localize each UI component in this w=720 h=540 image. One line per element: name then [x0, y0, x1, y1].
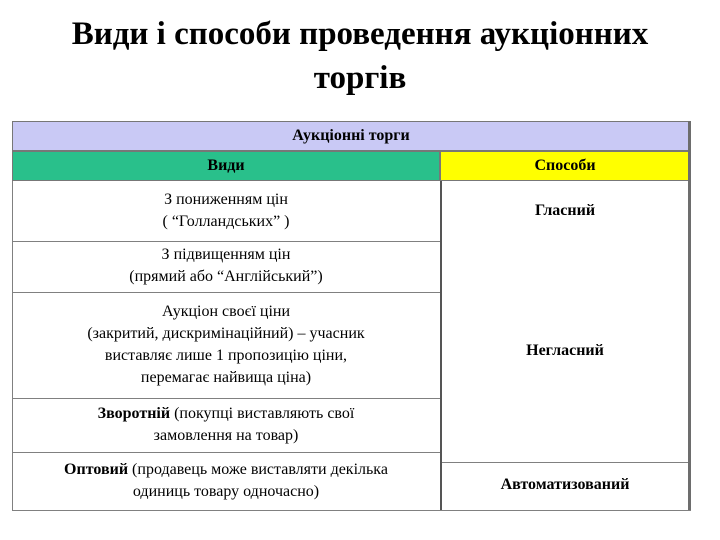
- method-automated: Автоматизований: [500, 476, 630, 493]
- divider-type-2: [12, 292, 440, 293]
- type-row-own-price: Аукціон своєї ціни (закритий, дискримінаційний) – учасник виставляє лише 1 пропозицію ціни, перемагає найвища ціна): [87, 303, 365, 386]
- type-row-wholesale: Оптовий (продавець може виставляти декілька одиниць товару одночасно): [64, 461, 388, 500]
- left-border: [12, 181, 13, 511]
- bottom-border: [12, 510, 691, 511]
- divider-type-1: [12, 241, 440, 242]
- type-row-dutch: З пониженням цін ( “Голландських” ): [162, 191, 290, 230]
- divider-type-4: [12, 452, 440, 453]
- title-line-1: Види і способи проведення аукціонних: [71, 16, 649, 52]
- type-row-reverse: Зворотній (покупці виставляють свої замовлення на товар): [97, 405, 355, 444]
- method-private: Негласний: [526, 342, 604, 359]
- header-methods: Способи: [440, 151, 690, 181]
- right-border: [688, 121, 691, 511]
- divider-method-1: [442, 462, 688, 463]
- method-public: Гласний: [534, 202, 596, 219]
- page-title: [0, 12, 720, 100]
- title-line-2: торгів: [313, 60, 407, 96]
- divider-type-3: [12, 398, 440, 399]
- type-row-english: З підвищенням цін (прямий або “Англійський”): [129, 246, 323, 285]
- header-types: Види: [12, 151, 440, 181]
- header-auction-trades: Аукціонні торги: [12, 121, 690, 151]
